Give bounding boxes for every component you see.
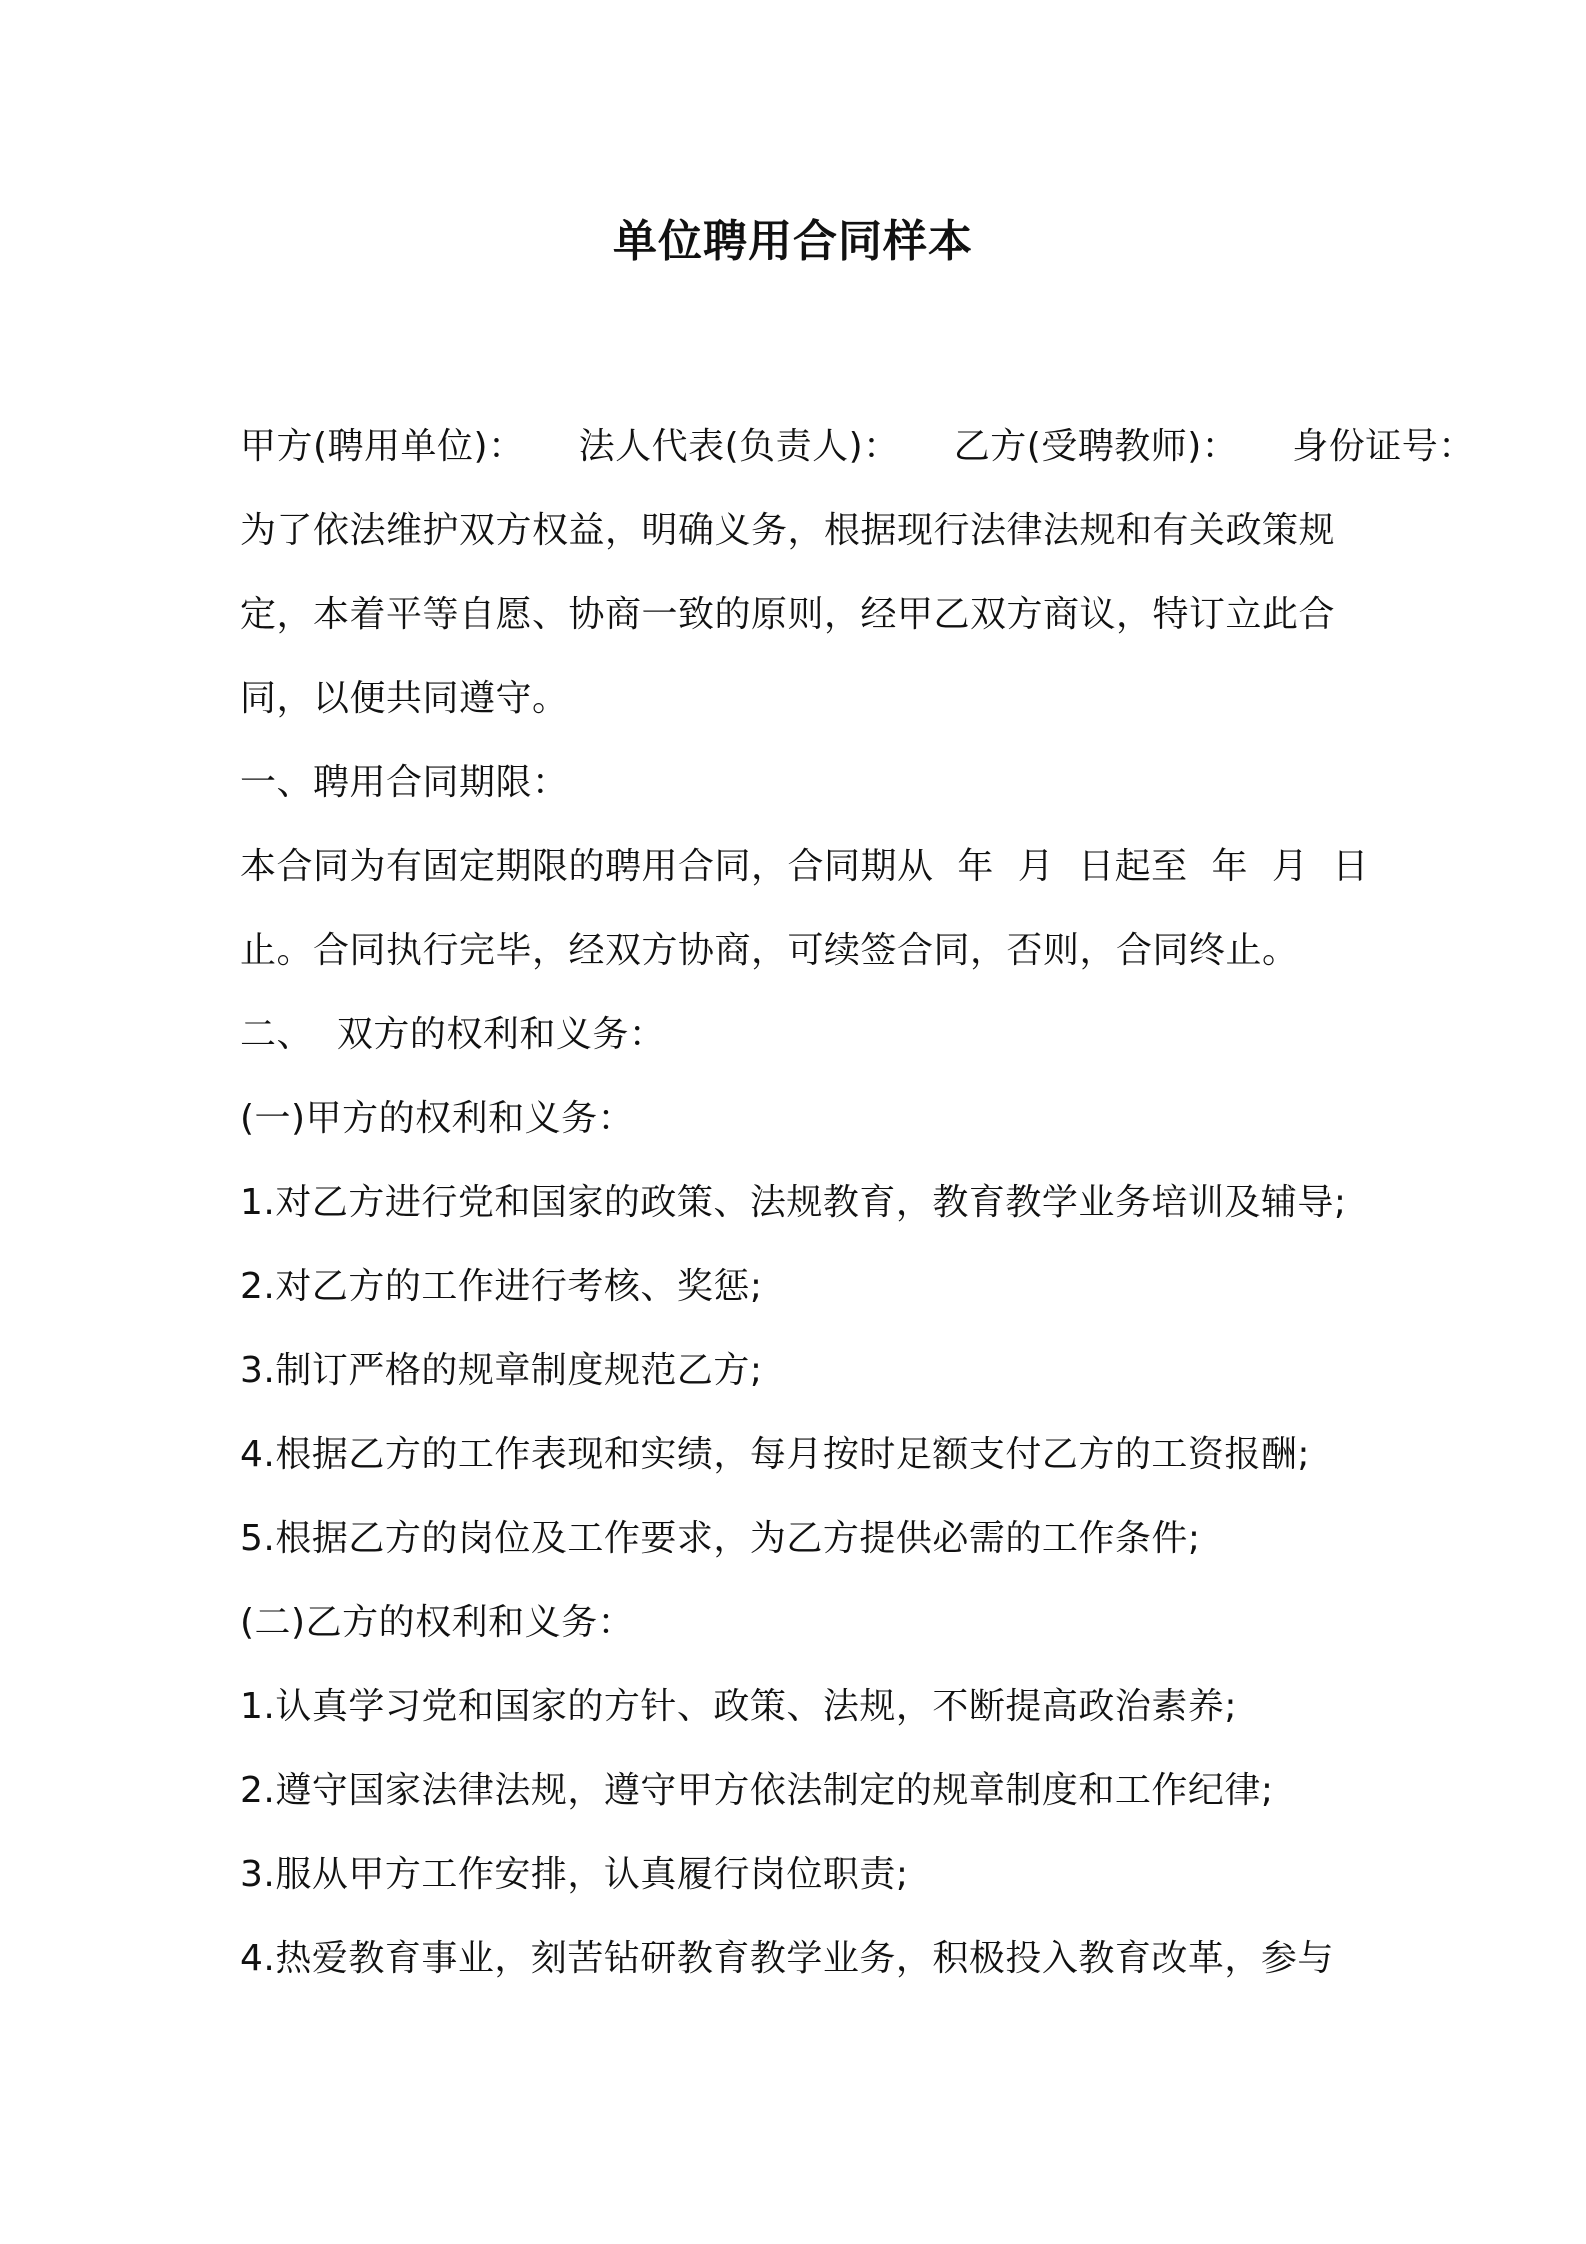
list-item: 3.服从甲方工作安排，认真履行岗位职责; <box>240 1854 909 1895</box>
party-b-label: 乙方(受聘教师)： <box>953 426 1239 467</box>
list-item: 1.认真学习党和国家的方针、政策、法规，不断提高政治素养; <box>240 1686 1237 1727</box>
legal-rep-label: 法人代表(负责人)： <box>578 426 900 467</box>
paragraph-line: 定，本着平等自愿、协商一致的原则，经甲乙双方商议，特订立此合 <box>240 594 1336 635</box>
subsection-heading-party-b: (二)乙方的权利和义务： <box>240 1602 635 1643</box>
list-item: 2.遵守国家法律法规，遵守甲方依法制定的规章制度和工作纪律; <box>240 1770 1274 1811</box>
paragraph-line: 止。合同执行完毕，经双方协商，可续签合同，否则，合同终止。 <box>240 930 1299 971</box>
party-a-label: 甲方(聘用单位)： <box>240 426 525 467</box>
list-item: 5.根据乙方的岗位及工作要求，为乙方提供必需的工作条件; <box>240 1518 1201 1559</box>
list-item: 4.根据乙方的工作表现和实绩，每月按时足额支付乙方的工资报酬; <box>240 1434 1310 1475</box>
list-item: 2.对乙方的工作进行考核、奖惩; <box>240 1266 763 1307</box>
paragraph-line: 本合同为有固定期限的聘用合同，合同期从 年 月 日起至 年 月 日 <box>240 846 1369 887</box>
id-number-label: 身份证号： <box>1292 426 1475 467</box>
subsection-heading-party-a: (一)甲方的权利和义务： <box>240 1098 635 1139</box>
list-item: 3.制订严格的规章制度规范乙方; <box>240 1350 763 1391</box>
list-item: 1.对乙方进行党和国家的政策、法规教育，教育教学业务培训及辅导; <box>240 1182 1347 1223</box>
document-body <box>240 405 1475 2001</box>
paragraph-line: 为了依法维护双方权益，明确义务，根据现行法律法规和有关政策规 <box>240 510 1336 551</box>
paragraph-line: 同，以便共同遵守。 <box>240 678 569 719</box>
section-heading-term: 一、聘用合同期限： <box>240 762 569 803</box>
section-heading-rights: 二、 双方的权利和义务： <box>240 1014 666 1055</box>
document-title: 单位聘用合同样本 <box>613 216 973 267</box>
list-item: 4.热爱教育事业，刻苦钻研教育教学业务，积极投入教育改革，参与 <box>240 1938 1334 1979</box>
parties-line <box>240 405 1475 489</box>
